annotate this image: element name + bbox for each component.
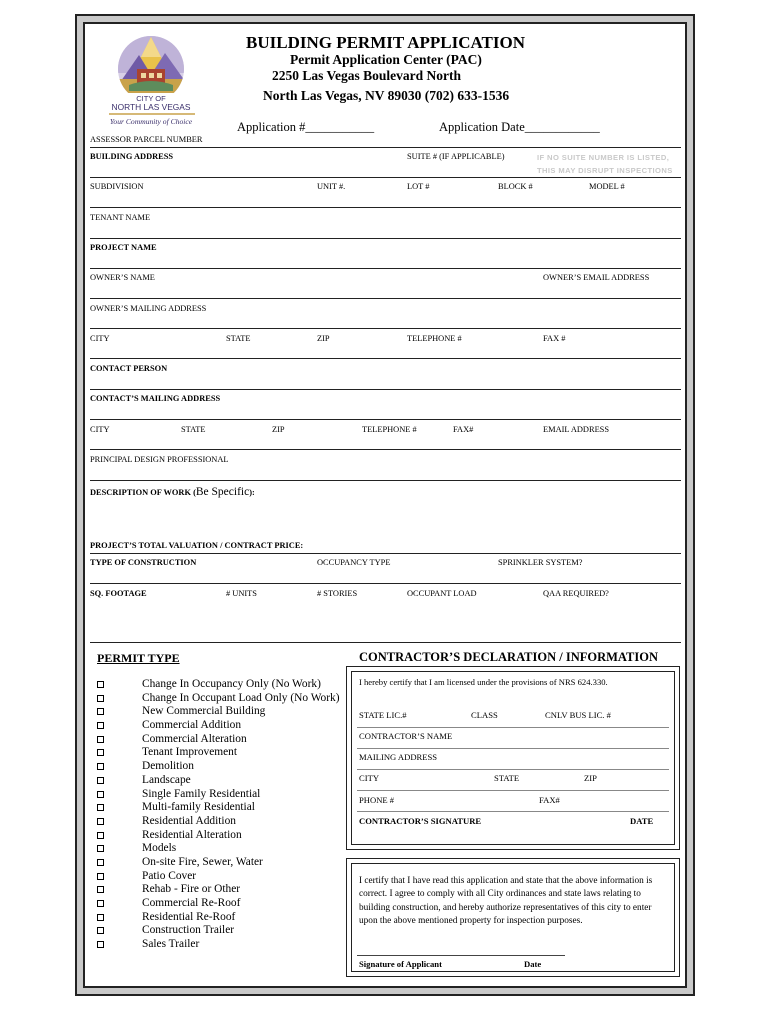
sq-footage-label: SQ. FOOTAGE	[90, 589, 147, 598]
contractor-city-label: CITY	[359, 773, 380, 783]
description-suffix: ):	[249, 488, 255, 497]
checkbox-icon[interactable]	[97, 681, 104, 688]
permit-type-label: Change In Occupancy Only (No Work)	[142, 678, 321, 690]
suite-warning-2: THIS MAY DISRUPT INSPECTIONS	[537, 166, 673, 175]
description-be-specific: Be Specific	[195, 486, 250, 498]
checkbox-icon[interactable]	[97, 873, 104, 880]
permit-type-label: Residential Addition	[142, 814, 236, 827]
checkbox-icon[interactable]	[97, 900, 104, 907]
state-lic-label: STATE LIC.#	[359, 710, 407, 720]
checkbox-icon[interactable]	[97, 763, 104, 770]
applicant-certification: I certify that I have read this application and state that the above information is correct. I agree to comply with all City ordinances and state laws relating to building construction, and hereby authorize representatives of this city to enter upon the above mentioned property for inspection purposes.	[359, 876, 653, 927]
city-logo-emblem	[103, 33, 201, 133]
building-address-label: BUILDING ADDRESS	[90, 152, 174, 161]
form-title: BUILDING PERMIT APPLICATION	[246, 33, 525, 52]
checkbox-icon[interactable]	[97, 832, 104, 839]
header-line-2: 2250 Las Vegas Boulevard North	[272, 68, 462, 83]
permit-type-label: Rehab - Fire or Other	[142, 883, 241, 896]
owners-mailing-label: OWNER’S MAILING ADDRESS	[90, 304, 207, 313]
type-construction-label: TYPE OF CONSTRUCTION	[90, 558, 197, 567]
sprinkler-label: SPRINKLER SYSTEM?	[498, 558, 583, 567]
checkbox-icon[interactable]	[97, 722, 104, 729]
contractor-signature-label: CONTRACTOR’S SIGNATURE	[359, 816, 482, 826]
permit-type-label: Residential Alteration	[142, 828, 242, 841]
contractor-zip-label: ZIP	[584, 773, 597, 783]
tenant-name-label: TENANT NAME	[90, 213, 151, 222]
permit-type-label: Commercial Addition	[142, 719, 242, 732]
principal-design-field[interactable]	[90, 480, 681, 481]
occupant-load-label: OCCUPANT LOAD	[407, 589, 477, 598]
contact-city-label: CITY	[90, 425, 110, 434]
permit-type-label: Demolition	[142, 760, 194, 773]
unit-label: UNIT #.	[317, 182, 346, 191]
type-construction-field[interactable]	[90, 583, 681, 584]
contractor-fax-label: FAX#	[539, 795, 560, 805]
principal-design-label: PRINCIPAL DESIGN PROFESSIONAL	[90, 455, 229, 464]
application-date-field[interactable]: Application Date____________	[439, 120, 600, 134]
contractor-certify: I hereby certify that I am licensed under the provisions of NRS 624.330.	[359, 677, 608, 687]
permit-type-label: On-site Fire, Sewer, Water	[142, 855, 263, 868]
contact-zip-label: ZIP	[272, 425, 285, 434]
contact-telephone-label: TELEPHONE #	[362, 425, 417, 434]
checkbox-icon[interactable]	[97, 927, 104, 934]
owners-name-label: OWNER’S NAME	[90, 273, 155, 282]
checkbox-icon[interactable]	[97, 749, 104, 756]
owner-zip-label: ZIP	[317, 334, 330, 343]
contact-city-field[interactable]	[90, 449, 681, 450]
contractor-city-field[interactable]	[357, 790, 669, 791]
owner-telephone-label: TELEPHONE #	[407, 334, 462, 343]
checkbox-icon[interactable]	[97, 914, 104, 921]
logo-city-of: CITY OF	[136, 94, 166, 103]
checkbox-icon[interactable]	[97, 708, 104, 715]
logo-city-name: NORTH LAS VEGAS	[111, 102, 191, 112]
permit-type-label: Sales Trailer	[142, 938, 200, 951]
contractor-state-label: STATE	[494, 773, 520, 783]
contractor-name-field[interactable]	[357, 748, 669, 749]
subdivision-label: SUBDIVISION	[90, 182, 144, 191]
checkbox-icon[interactable]	[97, 736, 104, 743]
checkbox-icon[interactable]	[97, 859, 104, 866]
building-address-field[interactable]	[90, 177, 681, 178]
cnlv-label: CNLV BUS LIC. #	[545, 710, 611, 720]
contact-state-label: STATE	[181, 425, 206, 434]
applicant-signature-label: Signature of Applicant	[359, 959, 442, 969]
suite-label: SUITE # (IF APPLICABLE)	[407, 152, 505, 161]
checkbox-icon[interactable]	[97, 941, 104, 948]
contact-person-label: CONTACT PERSON	[90, 364, 168, 373]
checkbox-icon[interactable]	[97, 886, 104, 893]
valuation-label: PROJECT’S TOTAL VALUATION / CONTRACT PRICE:	[90, 541, 304, 550]
permit-type-label: New Commercial Building	[142, 705, 266, 718]
subdivision-field[interactable]	[90, 207, 681, 208]
checkbox-icon[interactable]	[97, 845, 104, 852]
owners-mailing-field[interactable]	[90, 328, 681, 329]
owner-fax-label: FAX #	[543, 334, 566, 343]
class-label: CLASS	[471, 710, 498, 720]
occupancy-type-label: OCCUPANCY TYPE	[317, 558, 391, 567]
model-label: MODEL #	[589, 182, 625, 191]
contact-fax-label: FAX#	[453, 425, 474, 434]
owner-city-label: CITY	[90, 334, 110, 343]
contacts-mailing-label: CONTACT’S MAILING ADDRESS	[90, 394, 221, 403]
permit-type-label: Construction Trailer	[142, 924, 235, 937]
checkbox-icon[interactable]	[97, 804, 104, 811]
permit-type-label: Residential Re-Roof	[142, 910, 236, 923]
owners-email-label: OWNER’S EMAIL ADDRESS	[543, 273, 650, 282]
description-of-work-field[interactable]	[90, 500, 681, 538]
contractor-mailing-field[interactable]	[357, 769, 669, 770]
assessor-parcel-label: ASSESSOR PARCEL NUMBER	[90, 135, 203, 144]
project-name-field[interactable]	[90, 268, 681, 269]
description-of-work-label	[90, 486, 255, 498]
checkbox-icon[interactable]	[97, 777, 104, 784]
checkbox-icon[interactable]	[97, 695, 104, 702]
contractor-date-label: DATE	[630, 816, 654, 826]
block-label: BLOCK #	[498, 182, 533, 191]
contractor-phone-field[interactable]	[357, 811, 669, 812]
sq-footage-field[interactable]	[90, 642, 681, 643]
checkbox-icon[interactable]	[97, 791, 104, 798]
owner-state-label: STATE	[226, 334, 251, 343]
tenant-name-field[interactable]	[90, 238, 681, 239]
header-line-3: North Las Vegas, NV 89030 (702) 633-1536	[263, 88, 510, 103]
logo-tagline: Your Community of Choice	[109, 117, 193, 126]
permit-type-label: Models	[142, 842, 177, 855]
header-line-1: Permit Application Center (PAC)	[290, 52, 482, 67]
description-prefix: DESCRIPTION OF WORK (	[90, 488, 196, 497]
contractor-phone-label: PHONE #	[359, 795, 395, 805]
units-label: # UNITS	[226, 589, 257, 598]
contacts-mailing-field[interactable]	[90, 419, 681, 420]
suite-warning-1: IF NO SUITE NUMBER IS LISTED,	[537, 153, 670, 162]
applicant-signature-field[interactable]	[357, 955, 565, 956]
permit-type-label: Change In Occupant Load Only (No Work)	[142, 691, 340, 704]
permit-type-label: Patio Cover	[142, 869, 197, 882]
valuation-field[interactable]	[90, 553, 681, 554]
application-number-field[interactable]: Application #___________	[237, 120, 375, 134]
applicant-date-label: Date	[524, 959, 542, 969]
permit-type-label: Commercial Alteration	[142, 732, 247, 745]
contractor-heading: CONTRACTOR’S DECLARATION / INFORMATION	[359, 650, 658, 664]
divider	[90, 147, 681, 148]
permit-type-heading: PERMIT TYPE	[97, 651, 180, 665]
permit-type-label: Tenant Improvement	[142, 746, 238, 759]
stories-label: # STORIES	[317, 589, 358, 598]
checkbox-icon[interactable]	[97, 818, 104, 825]
contractor-signature-field[interactable]	[357, 828, 669, 842]
city-logo	[103, 33, 201, 133]
permit-type-label: Single Family Residential	[142, 787, 261, 800]
contact-email-label: EMAIL ADDRESS	[543, 425, 609, 434]
permit-type-label: Multi-family Residential	[142, 801, 255, 814]
contact-person-field[interactable]	[90, 389, 681, 390]
state-lic-field[interactable]	[357, 727, 669, 728]
project-name-label: PROJECT NAME	[90, 243, 157, 252]
owners-name-field[interactable]	[90, 298, 681, 299]
owner-city-field[interactable]	[90, 358, 681, 359]
lot-label: LOT #	[407, 182, 430, 191]
permit-type-label: Commercial Re-Roof	[142, 897, 241, 909]
contractor-mailing-label: MAILING ADDRESS	[359, 752, 438, 762]
permit-type-label: Landscape	[142, 773, 191, 786]
contractor-name-label: CONTRACTOR’S NAME	[359, 731, 453, 741]
qaa-label: QAA REQUIRED?	[543, 589, 609, 598]
